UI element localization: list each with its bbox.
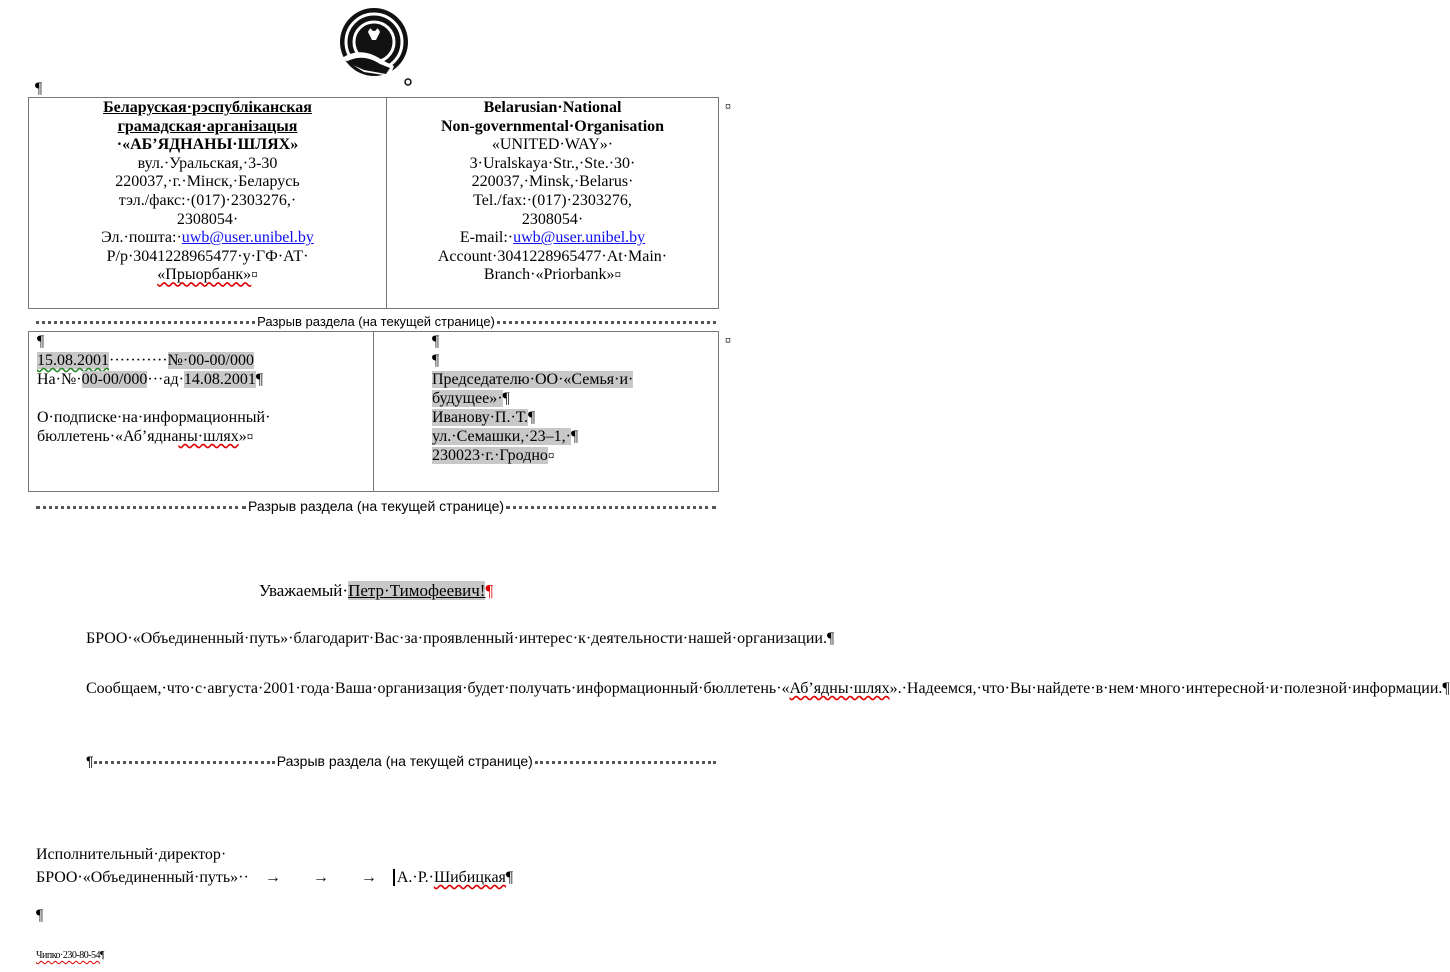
email-label-en: E-mail:· bbox=[459, 229, 514, 247]
paragraph-mark: ¶ bbox=[505, 869, 514, 886]
recipient-line5 bbox=[432, 446, 718, 465]
signature-title1: Исполнительный·директор· bbox=[36, 846, 227, 863]
reference-cell bbox=[29, 332, 374, 492]
cell-end-mark: ¤ bbox=[614, 267, 622, 283]
greeting-name: Петр·Тимофеевич! bbox=[348, 581, 486, 600]
email-label: Эл.·пошта:· bbox=[101, 229, 182, 247]
paragraph-text-end: ».·Надеемся,·что·Вы·найдете·в·нем·много·интересной·и·полезной·информации. bbox=[889, 680, 1443, 697]
recipient-title: Председателю·ОО·«Семья·и· bbox=[432, 371, 634, 388]
recipient-cell bbox=[374, 332, 719, 492]
section-break bbox=[86, 753, 716, 769]
section-break-label: Разрыв раздела (на текущей странице) bbox=[276, 753, 533, 769]
org-name-line3-en: «UNITED·WAY»· bbox=[491, 136, 614, 154]
paragraph-mark: ¶ bbox=[571, 428, 579, 445]
org-email-line bbox=[29, 229, 386, 248]
signer-initials: А.·Р.· bbox=[396, 869, 434, 886]
recipient-line1 bbox=[432, 370, 718, 389]
org-phone-en: Tel./fax:·(017)·2303276, bbox=[473, 191, 632, 209]
tab-arrow-icon: → bbox=[312, 869, 329, 886]
paragraph-mark: ¶ bbox=[37, 333, 45, 350]
section-break-dots bbox=[36, 506, 246, 509]
recipient-street: ул.·Семашки,·23–1,· bbox=[432, 428, 572, 445]
section-break bbox=[36, 498, 716, 514]
paragraph-mark: ¶ bbox=[527, 409, 536, 426]
letter-paragraph-1 bbox=[36, 627, 835, 651]
letter-date: 15.08.2001 bbox=[37, 352, 109, 369]
org-account-en: Account·3041228965477·At·Main· bbox=[437, 247, 668, 265]
letterhead-english bbox=[387, 98, 719, 309]
org-account: Р/р·3041228965477·у·ГФ·АТ· bbox=[106, 247, 309, 265]
section-break-label: Разрыв раздела (на текущей странице) bbox=[257, 313, 495, 329]
reference-address-table bbox=[28, 331, 719, 492]
bulletin-title: Аб’ядны·шлях bbox=[789, 680, 890, 697]
paragraph-mark: ¶ bbox=[35, 80, 43, 97]
org-name-line3: ·«АБ’ЯДНАНЫ·ШЛЯХ» bbox=[116, 136, 299, 154]
greeting-prefix: Уважаемый· bbox=[258, 581, 349, 600]
recipient-name: Иванову·П.·Т. bbox=[432, 409, 528, 426]
section-break-dots bbox=[94, 761, 275, 764]
org-phone2-en: 2308054· bbox=[521, 210, 584, 228]
reply-number: 00-00/000 bbox=[81, 371, 148, 388]
org-name-line1-en: Belarusian·National bbox=[483, 99, 622, 116]
paragraph-text: Сообщаем,·что·с·августа·2001·года·Ваша·организация·будет·получать·информационный·бюллетень·« bbox=[86, 680, 790, 697]
subject-end: » bbox=[238, 428, 247, 445]
paragraph-text: БРОО·«Объединенный·путь»·благодарит·Вас·за·проявленный·интерес·к·деятельности·нашей·организации. bbox=[86, 630, 827, 647]
org-name-line2: грамадская·арганізацыя bbox=[117, 117, 298, 135]
recipient-city: 230023·г.·Гродно bbox=[432, 447, 548, 464]
signature-block bbox=[36, 843, 513, 889]
tab-arrow-icon: → bbox=[264, 869, 281, 886]
section-break-dots bbox=[497, 321, 716, 324]
bank-name-en: Branch·«Priorbank» bbox=[483, 266, 615, 284]
letter-paragraph-2 bbox=[36, 677, 1450, 701]
paragraph-mark: ¶ bbox=[1442, 680, 1450, 697]
reply-date: 14.08.2001 bbox=[183, 371, 256, 388]
section-break-label: Разрыв раздела (на текущей странице) bbox=[247, 498, 505, 514]
date-gap: ··········· bbox=[109, 352, 168, 369]
paragraph-mark: ¶ bbox=[86, 753, 94, 769]
section-break-dots bbox=[36, 321, 255, 324]
subject-line2 bbox=[37, 427, 373, 446]
recipient-line3 bbox=[432, 408, 718, 427]
bank-name: «Прыорбанк» bbox=[157, 266, 252, 284]
executor-note bbox=[36, 950, 104, 961]
executor-phone: Чипко·230-80-54 bbox=[36, 950, 101, 961]
paragraph-mark: ¶ bbox=[485, 581, 494, 600]
letterhead-table bbox=[28, 97, 719, 309]
org-name-line1: Беларуская·рэспубліканская bbox=[103, 99, 312, 116]
org-city-en: 220037,·Minsk,·Belarus· bbox=[471, 173, 634, 191]
row-end-mark: ¤ bbox=[725, 333, 731, 347]
org-phone2: 2308054· bbox=[176, 210, 239, 228]
paragraph-mark: ¶ bbox=[255, 371, 264, 388]
cell-end-mark: ¤ bbox=[246, 429, 254, 444]
recipient-line4 bbox=[432, 427, 718, 446]
reference-date-line bbox=[37, 351, 373, 370]
paragraph-mark: ¶ bbox=[826, 630, 835, 647]
reply-gap: ···ад· bbox=[147, 371, 184, 388]
section-break bbox=[36, 313, 716, 329]
org-phone: тэл./факс:·(017)·2303276,· bbox=[118, 191, 297, 209]
cell-end-mark: ¤ bbox=[251, 267, 258, 283]
tab-arrow-icon: → bbox=[360, 869, 377, 886]
letterhead-belarusian bbox=[29, 98, 387, 309]
paragraph-mark: ¶ bbox=[36, 907, 44, 924]
cell-end-mark: ¤ bbox=[547, 448, 555, 463]
reply-prefix: На·№· bbox=[37, 371, 82, 388]
subject-line1: О·подписке·на·информационный· bbox=[37, 409, 271, 426]
paragraph-mark: ¶ bbox=[432, 333, 440, 350]
email-link[interactable]: uwb@user.unibel.by bbox=[181, 229, 314, 247]
org-street: вул.·Уральская,·3-30 bbox=[137, 154, 278, 172]
section-break-dots bbox=[506, 506, 716, 509]
section-break-dots bbox=[535, 761, 716, 764]
recipient-org: будущее»· bbox=[432, 390, 503, 407]
org-street-en: 3·Uralskaya·Str.,·Ste.·30· bbox=[469, 154, 636, 172]
email-link-en[interactable]: uwb@user.unibel.by bbox=[513, 229, 646, 247]
signature-title2-line bbox=[36, 866, 513, 889]
org-bank-en bbox=[387, 266, 718, 285]
united-way-hand-logo-icon bbox=[334, 6, 414, 86]
reply-reference-line bbox=[37, 370, 373, 389]
letter-number: №·00-00/000 bbox=[167, 352, 254, 369]
org-city: 220037,·г.·Мінск,·Беларусь bbox=[115, 173, 300, 191]
org-email-line-en bbox=[387, 229, 718, 248]
org-bank bbox=[29, 266, 386, 285]
recipient-line2 bbox=[432, 389, 718, 408]
subject-title: ны·шлях bbox=[178, 428, 239, 445]
subject-text: бюллетень·«Аб’ядна bbox=[37, 428, 179, 445]
greeting bbox=[36, 580, 716, 602]
paragraph-mark: ¶ bbox=[100, 950, 105, 961]
row-end-mark: ¤ bbox=[725, 99, 731, 113]
signature-title2: БРОО·«Объединенный·путь»·· bbox=[36, 869, 249, 886]
paragraph-mark: ¶ bbox=[432, 352, 440, 369]
signer-name: Шибицкая bbox=[433, 869, 506, 886]
org-name-line2-en: Non-governmental·Organisation bbox=[440, 117, 665, 135]
paragraph-mark: ¶ bbox=[502, 390, 510, 407]
